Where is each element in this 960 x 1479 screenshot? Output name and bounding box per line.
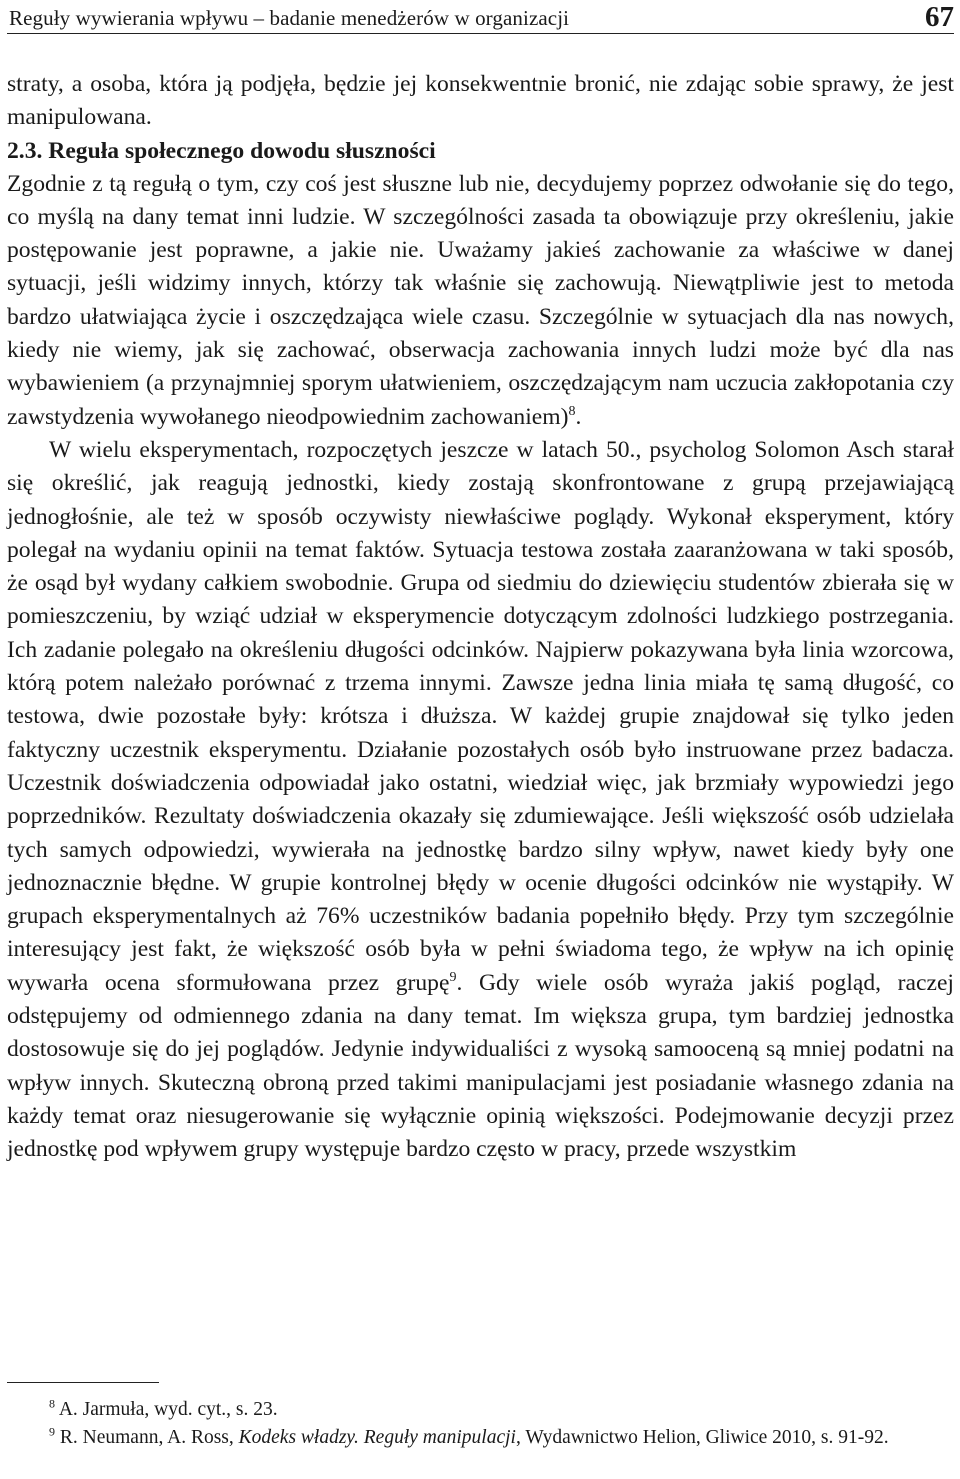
footnote-9-number: 9 — [49, 1424, 55, 1438]
paragraph-1-end: . — [575, 403, 582, 430]
paragraph-2-text-b: . Gdy wiele osób wyraża jakiś pogląd, raczej odstępujemy od odmiennego zdania na dany temat. Im większa grupa, tym bardziej jednostka dostosowuje się do jej poglądów. Jedynie indywidualiści z wysoką samooceną są mniej podatni na wpływ innych. Skuteczną obroną przed takimi manipulacjami jest posiadanie własnego zdania na każdy temat oraz niesugerowanie się wyłącznie opinią większości. Podejmowanie decyzji przez jednostkę pod wpływem grupy występuje bardzo często w pracy, przede wszystkim — [7, 969, 954, 1163]
continued-paragraph: straty, a osoba, która ją podjęła, będzie jej konsekwentnie bronić, nie zdając sobie sprawy, że jest manipulowana. — [7, 71, 954, 131]
paragraph-1 — [7, 168, 954, 434]
footnote-8-text: A. Jarmuła, wyd. cyt., s. 23. — [58, 1399, 278, 1420]
section-heading: 2.3. Reguła społecznego dowodu słuszności — [7, 137, 436, 164]
page-header — [7, 0, 954, 34]
book-page — [7, 0, 954, 1479]
body-text — [7, 68, 954, 1167]
footnote-9-publisher: , Wydawnictwo Helion, Gliwice 2010, s. 91-92. — [515, 1426, 889, 1448]
running-head: Reguły wywierania wpływu – badanie menedżerów w organizacji — [9, 6, 570, 30]
paragraph-2-text-a: W wielu eksperymentach, rozpoczętych jeszcze w latach 50., psycholog Solomon Asch starał się określić, jak reagują jednostki, kiedy zostają skonfrontowane z grupą przejawiającą jednogłośnie, ale też w sposób oczywisty niewłaściwe poglądy. Wykonał eksperyment, który polegał na wydaniu opinii na temat faktów. Sytuacja testowa została zaaranżowana w taki sposób, że osąd był wydany całkiem swobodnie. Grupa od siedmiu do dziewięciu studentów zbierała się w pomieszczeniu, by wziąć udział w eksperymencie dotyczącym zdolności ludzkiego postrzegania. Ich zadanie polegało na określeniu długości odcinków. Najpierw pokazywana była linia wzorcowa, którą potem należało porównać z trzema innymi. Zawsze jedna linia miała tę samą długość, co testowa, dwie pozostałe były: krótsza i dłuższa. W każdej grupie znajdował się tylko jeden faktyczny uczestnik eksperymentu. Działanie pozostałych osób było instruowane przez badacza. Uczestnik doświadczenia odpowiadał jako ostatni, wiedział więc, jak brzmiały wypowiedzi jego poprzedników. Rezultaty doświadczenia okazały się zdumiewające. Jeśli większość osób udzielała tych samych odpowiedzi, wywierała na jednostkę bardzo silny wpływ, nawet kiedy były one jednoznacznie błędne. W grupie kontrolnej błędy w ocenie długości odcinków nie wystąpiły. W grupach eksperymentalnych aż 76% uczestników badania popełniło błędy. Przy tym szczególnie interesujący jest fakt, że większość osób była w pełni świadoma tego, że wpływ na ich opinię wywarła ocena sformułowana przez grupę — [7, 436, 954, 996]
footnote-9-title: Kodeks władzy. Reguły manipulacji — [238, 1426, 516, 1448]
page-number: 67 — [925, 1, 954, 33]
footnote-9-authors: R. Neumann, A. Ross, — [59, 1426, 239, 1448]
footnotes — [7, 1396, 954, 1451]
footnote-rule — [7, 1382, 159, 1383]
footnote-9 — [7, 1424, 954, 1452]
footnote-ref-9[interactable]: 9 — [449, 969, 457, 985]
footnote-ref-8[interactable]: 8 — [568, 403, 576, 419]
footnote-8-number: 8 — [49, 1396, 55, 1411]
header-rule — [7, 33, 954, 34]
footnote-8 — [7, 1396, 954, 1424]
paragraph-1-text: Zgodnie z tą regułą o tym, czy coś jest słuszne lub nie, decydujemy poprzez odwołanie się do tego, co myślą na dany temat inni ludzie. W szczególności zasada ta obowiązuje przy określeniu, jakie postępowanie jest poprawne, a jakie nie. Uważamy jakieś zachowanie za właściwe w danej sytuacji, jeśli widzimy innych, którzy tak właśnie się zachowują. Niewątpliwie jest to metoda bardzo ułatwiająca życie i oszczędzająca wiele czasu. Szczególnie w sytuacjach dla nas nowych, kiedy nie wiemy, jak się zachować, obserwacja zachowania innych ludzi może być dla nas wybawieniem (a przynajmniej sporym ułatwieniem, oszczędzającym nam uczucia zakłopotania czy zawstydzenia wywołanego nieodpowiednim zachowaniem) — [7, 170, 954, 430]
paragraph-2 — [7, 434, 954, 1167]
